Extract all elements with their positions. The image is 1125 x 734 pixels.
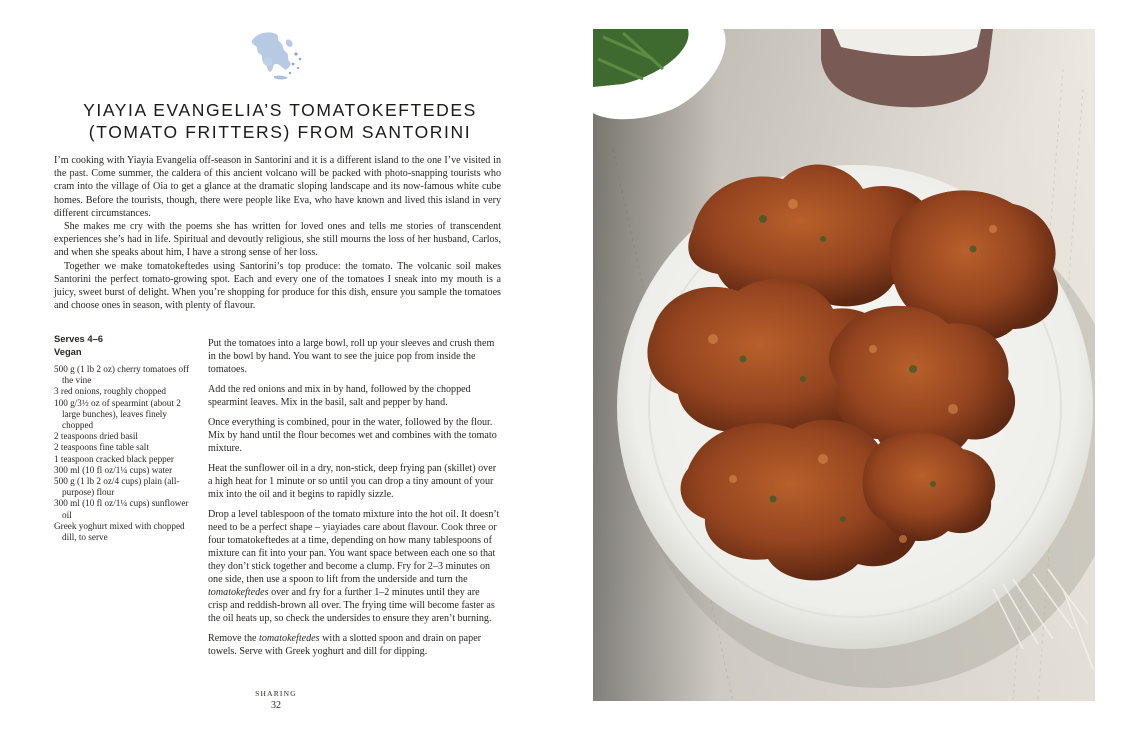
ingredient-item: 1 teaspoon cracked black pepper	[54, 453, 174, 464]
intro-paragraph: Together we make tomatokeftedes using Santorini’s top produce: the tomato. The volcanic soil makes Santorini the perfect tomato-growing spot. Each and every one of the tomatoes I sneak into my mouth is a juicy, sweet burst of delight. When you’re shopping for produce for this dish, ensure you sample the tomatoes and choose ones in season, with plenty of flavour.	[54, 260, 501, 312]
intro-text	[54, 154, 501, 312]
ingredient-item: 2 teaspoons fine table salt	[54, 442, 149, 453]
method-text: Once everything is combined, pour in the water, followed by the flour. Mix by hand until the flour becomes wet and combines with the tomato mixture.	[208, 417, 497, 454]
method-text: Drop a level tablespoon of the tomato mixture into the hot oil. It doesn’t need to be a perfect shape – yiayiades care about flavour. Cook three or four tomatokeftedes at a time, depending on how many tablespoons of mixture can fit into your pan. You want space between each one so that they don’t stick together and become a clump. Fry for 2–3 minutes on one side, then use a spoon to lift from the underside and turn the	[208, 509, 500, 585]
method-italic: tomatokeftedes	[208, 587, 269, 598]
intro-paragraph: I’m cooking with Yiayia Evangelia off-season in Santorini and it is a different island to the one I’ve visited in the past. Come summer, the caldera of this ancient volcano will be packed with photo-snapping tourists who cram into the village of Oia to get a glance at the dramatic sloping landscape and its now-famous white cube homes. Before the tourists, though, there were people like Eva, who have known and lived this island in very different circumstances.	[54, 155, 501, 219]
ingredient-item: 100 g/3½ oz of spearmint (about 2 large bunches), leaves finely chopped	[54, 397, 181, 431]
recipe-title-line2: (TOMATO FRITTERS) FROM SANTORINI	[88, 122, 472, 142]
recipe-title-line1: YIAYIA EVANGELIA’S TOMATOKEFTEDES	[83, 100, 477, 120]
method-step	[208, 508, 501, 625]
left-page	[0, 0, 560, 734]
ingredient-item: 500 g (1 lb 2 oz) cherry tomatoes off the vine	[54, 364, 190, 386]
ingredient-item: 300 ml (10 fl oz/1¼ cups) water	[54, 464, 173, 475]
method-text: Remove the	[208, 633, 260, 644]
page-number: 32	[271, 700, 281, 711]
greece-map-icon	[246, 28, 308, 84]
ingredient-list	[54, 364, 194, 543]
ingredient-item: 3 red onions, roughly chopped	[54, 386, 167, 397]
method-step	[208, 337, 501, 376]
method-step	[208, 383, 501, 409]
ingredients-column	[54, 333, 194, 543]
method-italic: tomatokeftedes	[259, 633, 320, 644]
method-text: Heat the sunflower oil in a dry, non-stick, deep frying pan (skillet) over a high heat for 1 minute or so until you can drop a tiny amount of your mix into the oil and it begins to rapidly sizzle.	[208, 463, 497, 500]
tomato-fritters-photo	[593, 29, 1095, 701]
ingredient-item: Greek yoghurt mixed with chopped dill, to serve	[54, 520, 185, 543]
ingredient-item: 300 ml (10 fl oz/1¼ cups) sunflower oil	[54, 498, 189, 520]
method-text: over and fry for a further 1–2 minutes until they are crisp and reddish-brown all over. The frying time will become faster as the oil heats up, so check the undersides to ensure they aren’t burning.	[208, 587, 495, 624]
method-text: with a slotted spoon and drain on paper towels. Serve with Greek yoghurt and dill for dipping.	[208, 633, 482, 657]
method-column	[208, 337, 501, 665]
ingredient-item: 500 g (1 lb 2 oz/4 cups) plain (all-purpose) flour	[54, 476, 180, 498]
serves-label: Serves 4–6	[54, 333, 104, 344]
ingredient-item: 2 teaspoons dried basil	[54, 431, 138, 442]
intro-paragraph: She makes me cry with the poems she has written for loved ones and tells me stories of transcendent experiences she’s had in life. Spiritual and devoutly religious, she still mourns the loss of her husband, Carlos, and when she speaks about him, I have a strong sense of her loss.	[54, 221, 501, 259]
method-step	[208, 416, 501, 455]
method-text: Put the tomatoes into a large bowl, roll up your sleeves and crush them in the bowl by hand. You want to see the juice pop from inside the tomatoes.	[208, 338, 495, 375]
section-label: SHARING	[255, 689, 297, 698]
method-text: Add the red onions and mix in by hand, followed by the chopped spearmint leaves. Mix in the basil, salt and pepper by hand.	[208, 384, 471, 408]
photo-illustration	[593, 29, 1095, 701]
diet-label: Vegan	[54, 345, 82, 357]
method-step	[208, 462, 501, 501]
method-step	[208, 632, 501, 658]
